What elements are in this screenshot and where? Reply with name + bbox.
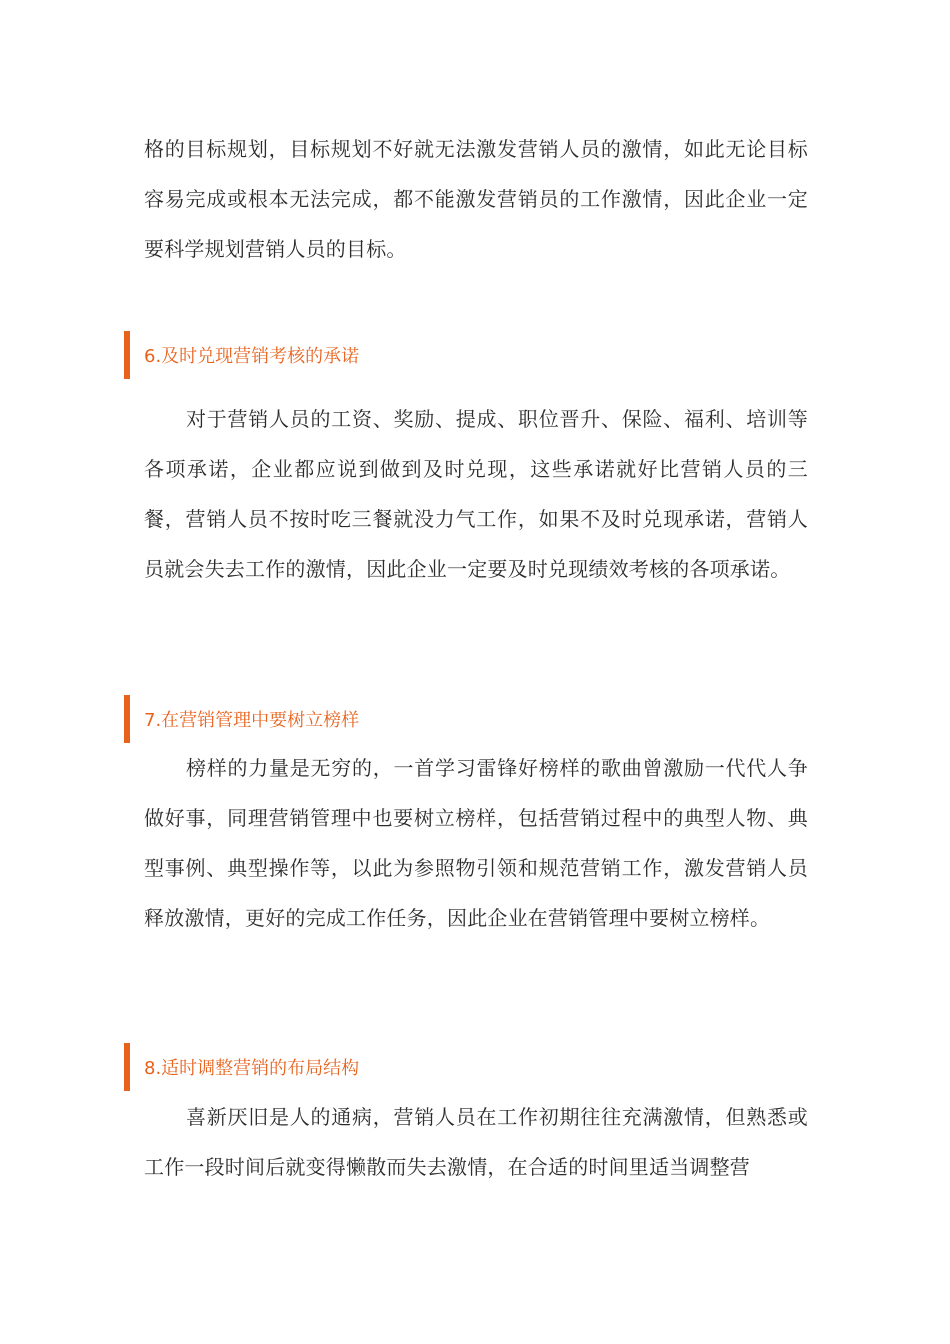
paragraph-restructure: 喜新厌旧是人的通病，营销人员在工作初期往往充满激情，但熟悉或工作一段时间后就变得懒散而失去激情，在合适的时间里适当调整营 <box>144 1105 808 1179</box>
section-heading-7 <box>124 695 359 743</box>
heading-accent-bar <box>124 695 130 743</box>
paragraph-goal-planning: 格的目标规划，目标规划不好就无法激发营销人员的激情，如此无论目标容易完成或根本无法完成，都不能激发营销员的工作激情，因此企业一定要科学规划营销人员的目标。 <box>144 137 808 261</box>
section-heading-6 <box>124 331 359 379</box>
section-heading-8 <box>124 1043 359 1091</box>
paragraph-promises: 对于营销人员的工资、奖励、提成、职位晋升、保险、福利、培训等各项承诺，企业都应说到做到及时兑现，这些承诺就好比营销人员的三餐，营销人员不按时吃三餐就没力气工作，如果不及时兑现承诺，营销人员就会失去工作的激情，因此企业一定要及时兑现绩效考核的各项承诺。 <box>144 407 808 581</box>
section-heading-8-label: 8.适时调整营销的布局结构 <box>144 1058 360 1079</box>
section-heading-7-label: 7.在营销管理中要树立榜样 <box>144 710 360 731</box>
paragraph-role-models: 榜样的力量是无穷的，一首学习雷锋好榜样的歌曲曾激励一代代人争做好事，同理营销管理中也要树立榜样，包括营销过程中的典型人物、典型事例、典型操作等，以此为参照物引领和规范营销工作，激发营销人员释放激情，更好的完成工作任务，因此企业在营销管理中要树立榜样。 <box>144 756 808 930</box>
heading-accent-bar <box>124 1043 130 1091</box>
heading-accent-bar <box>124 331 130 379</box>
section-heading-6-label: 6.及时兑现营销考核的承诺 <box>144 346 360 367</box>
